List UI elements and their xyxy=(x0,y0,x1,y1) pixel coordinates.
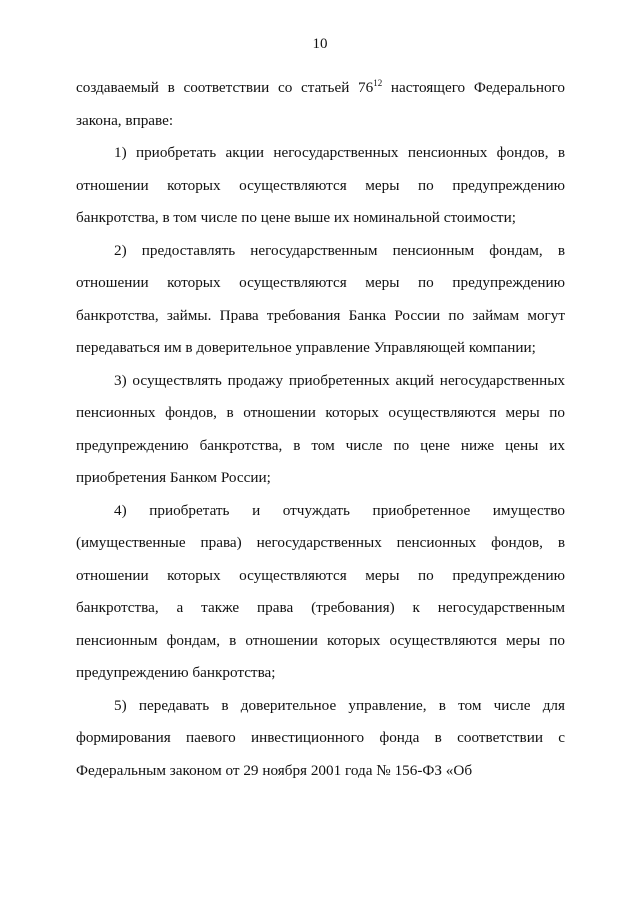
list-item-5: 5) передавать в доверительное управление, в том числе для формирования паевого инвестиционного фонда в соответствии с Федеральным законом от 29 ноября 2001 года № 156-ФЗ «Об xyxy=(76,696,565,779)
intro-paragraph xyxy=(76,72,565,137)
intro-text-start: создаваемый в соответствии со статьей 76 xyxy=(76,79,374,96)
list-item-4: 4) приобретать и отчуждать приобретенное имущество (имущественные права) негосударственных пенсионных фондов, в отношении которых осуществляются меры по предупреждению банкротства, а также права (требования) к негосударственным пенсионным фондам, в отношении которых осуществляются меры по предупреждению банкротства; xyxy=(76,501,565,681)
list-item-3: 3) осуществлять продажу приобретенных акций негосударственных пенсионных фондов, в отношении которых осуществляются меры по предупреждению банкротства, в том числе по цене ниже цены их приобретения Банком России; xyxy=(76,371,565,486)
page-number: 10 xyxy=(312,36,328,52)
list-item-2: 2) предоставлять негосударственным пенсионным фондам, в отношении которых осуществляются меры по предупреждению банкротства, займы. Права требования Банка России по займам могут передаваться им в доверительное управление Управляющей компании; xyxy=(76,241,565,356)
list-item-1: 1) приобретать акции негосударственных пенсионных фондов, в отношении которых осуществляются меры по предупреждению банкротства, в том числе по цене выше их номинальной стоимости; xyxy=(76,144,565,226)
article-superscript: 12 xyxy=(373,78,383,88)
document-body xyxy=(76,72,565,787)
intro-text-end: настоящего Федерального закона, вправе: xyxy=(76,79,565,129)
